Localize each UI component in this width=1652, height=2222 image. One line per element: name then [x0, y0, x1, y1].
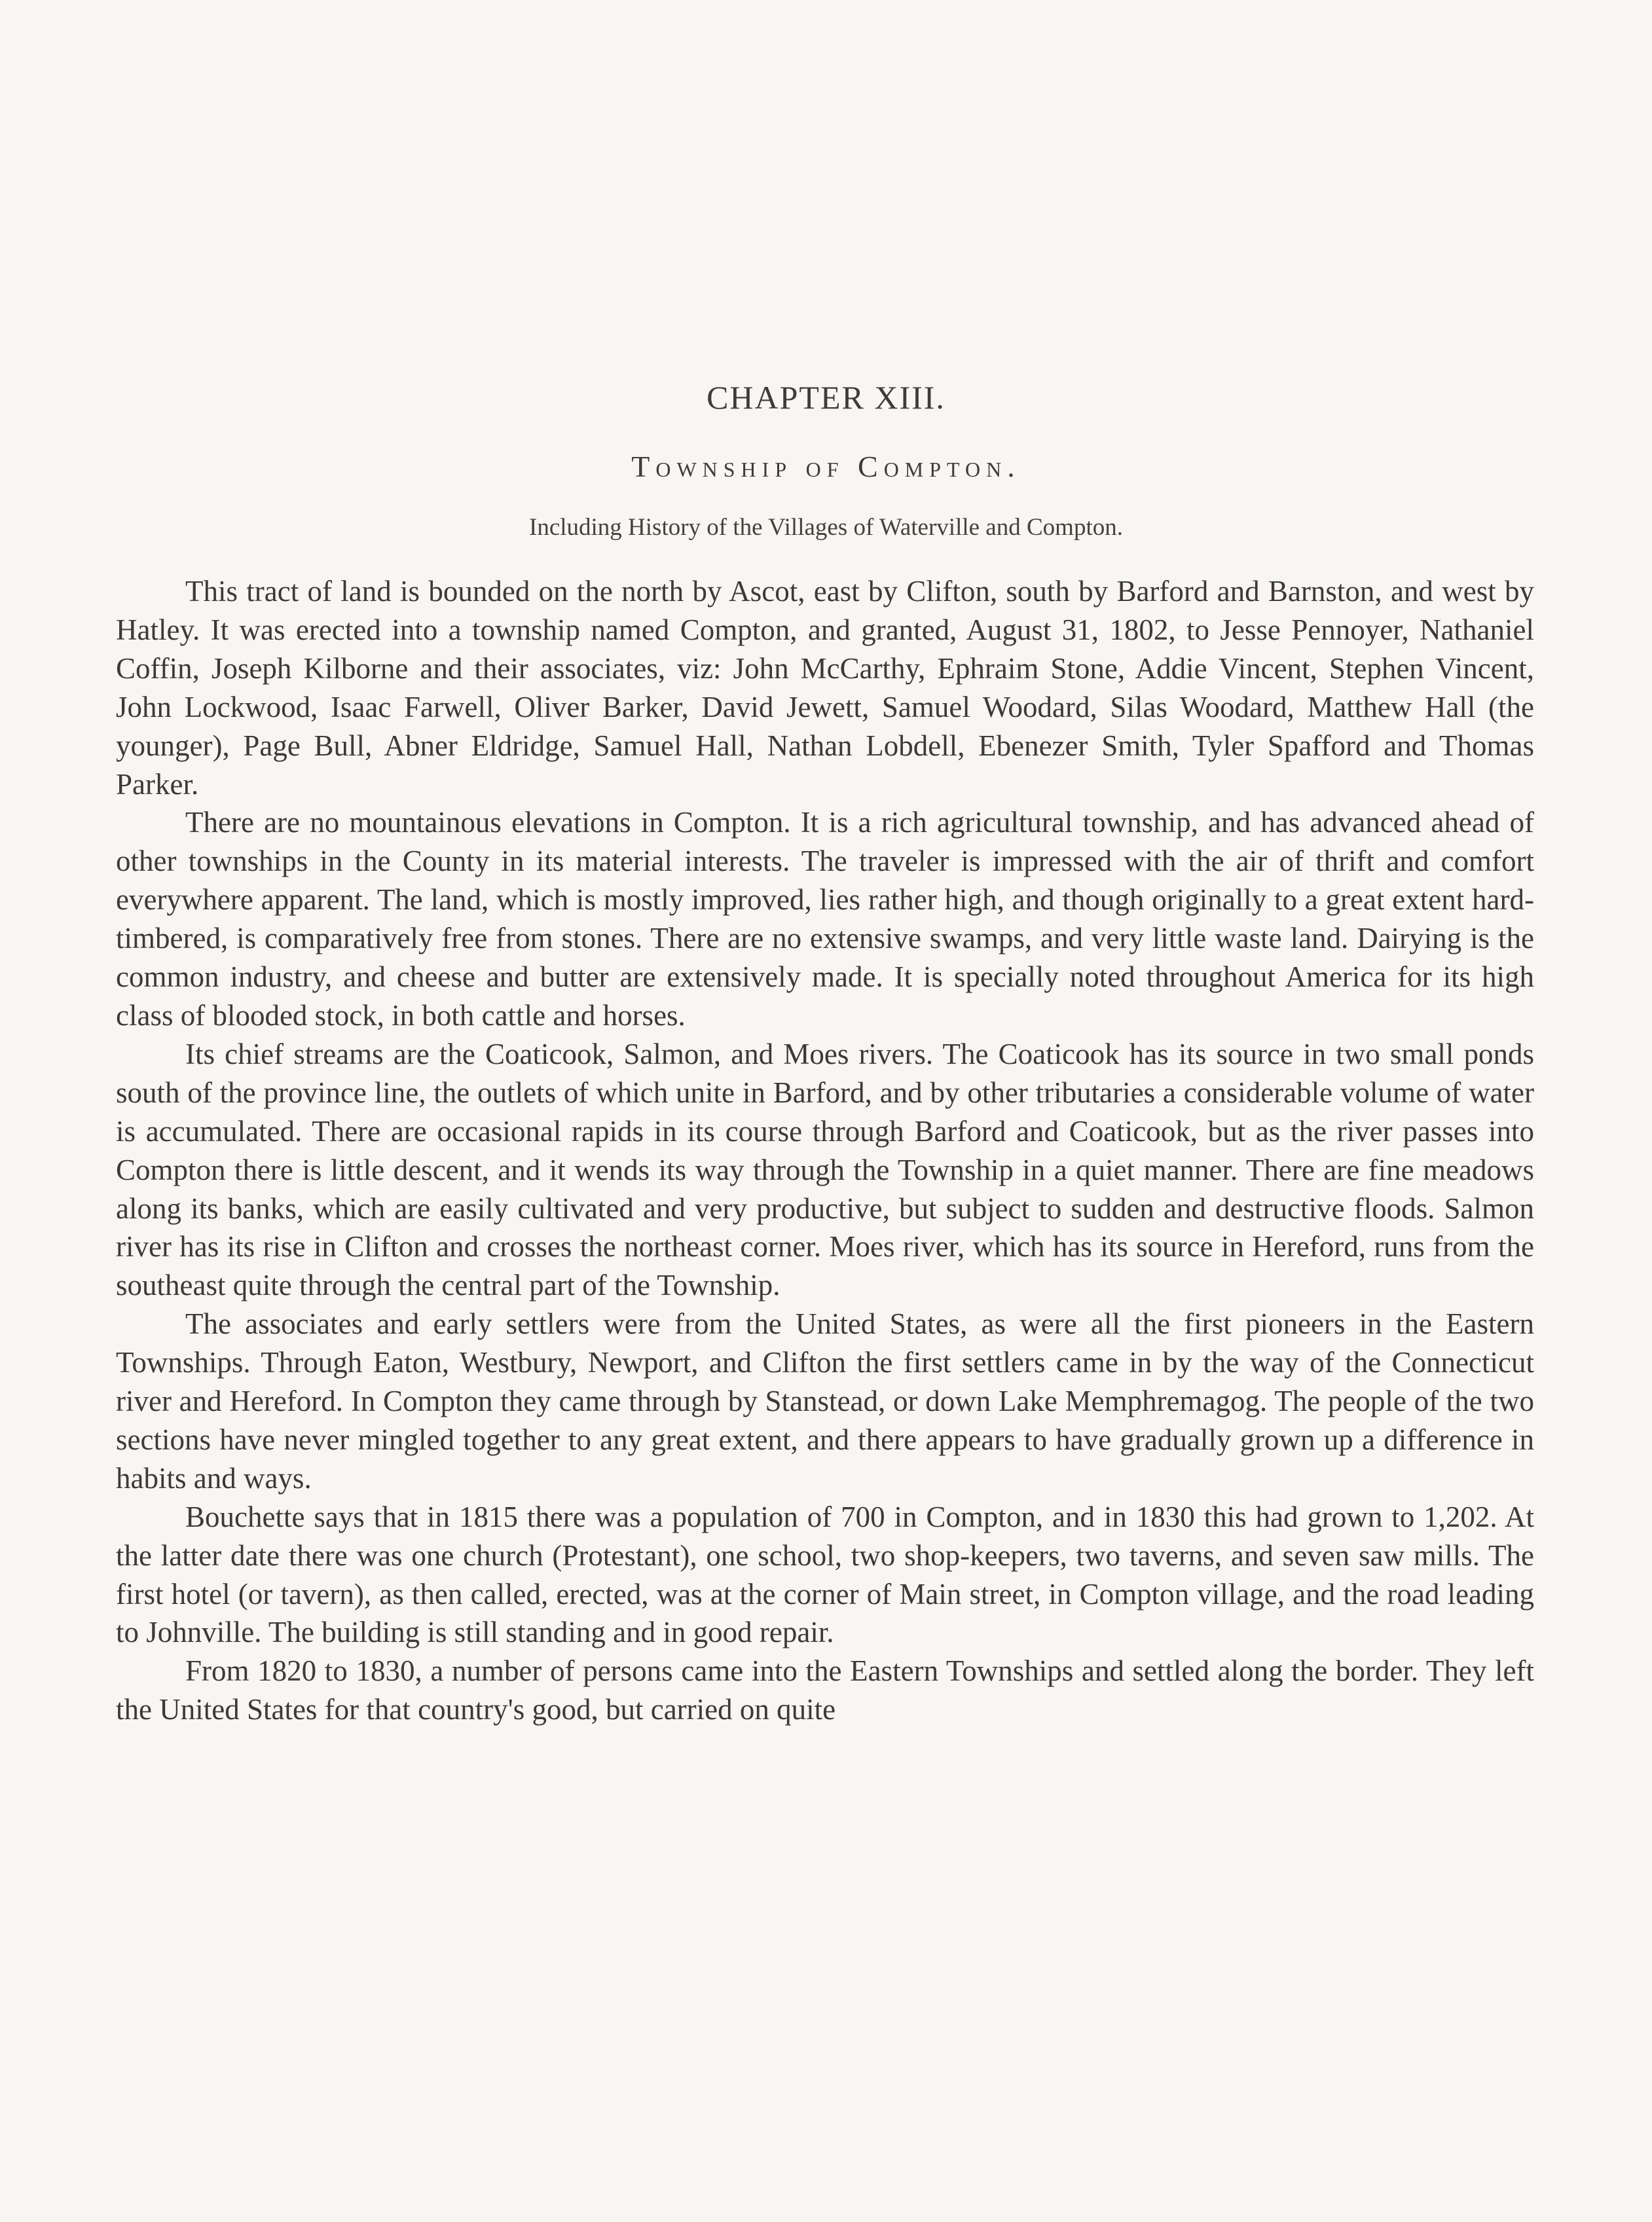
- paragraph: Its chief streams are the Coaticook, Salmon, and Moes rivers. The Coaticook has its source in two small ponds south of the province line, the outlets of which unite in Barford, and by other tributaries a considerable volume of water is accumulated. There are occasional rapids in its course through Barford and Coaticook, but as the river passes into Compton there is little descent, and it wends its way through the Township in a quiet manner. There are fine meadows along its banks, which are easily cultivated and very productive, but subject to sudden and destructive floods. Salmon river has its rise in Clifton and crosses the northeast corner. Moes river, which has its source in Hereford, runs from the southeast quite through the central part of the Township.: [116, 1037, 1534, 1302]
- chapter-subtitle: Including History of the Villages of Waterville and Compton.: [529, 514, 1123, 541]
- chapter-title: Township of Compton.: [631, 450, 1021, 483]
- paragraph: Bouchette says that in 1815 there was a population of 700 in Compton, and in 1830 this had grown to 1,202. At the latter date there was one church (Protestant), one school, two shop-keepers, two taverns, and seven saw mills. The first hotel (or tavern), as then called, erected, was at the corner of Main street, in Compton village, and the road leading to Johnville. The building is still standing and in good repair.: [116, 1500, 1534, 1649]
- paragraph: From 1820 to 1830, a number of persons came into the Eastern Townships and settled along the border. They left the United States for that country's good, but carried on quite: [116, 1654, 1534, 1726]
- paragraph: The associates and early settlers were from the United States, as were all the first pioneers in the Eastern Townships. Through Eaton, Westbury, Newport, and Clifton the first settlers came in by the way of the Connecticut river and Hereford. In Compton they came through by Stanstead, or down Lake Memphremagog. The people of the two sections have never mingled together to any great extent, and there appears to have gradually grown up a difference in habits and ways.: [116, 1307, 1534, 1495]
- paragraph: There are no mountainous elevations in Compton. It is a rich agricultural township, and has advanced ahead of other townships in the County in its material interests. The traveler is impressed with the air of thrift and comfort everywhere apparent. The land, which is mostly improved, lies rather high, and though originally to a great extent hard-timbered, is comparatively free from stones. There are no extensive swamps, and very little waste land. Dairying is the common industry, and cheese and butter are extensively made. It is specially noted throughout America for its high class of blooded stock, in both cattle and horses.: [116, 806, 1534, 1032]
- paragraph: This tract of land is bounded on the north by Ascot, east by Clifton, south by Barford and Barnston, and west by Hatley. It was erected into a township named Compton, and granted, August 31, 1802, to Jesse Pennoyer, Nathaniel Coffin, Joseph Kilborne and their associates, viz: John McCarthy, Ephraim Stone, Addie Vincent, Stephen Vincent, John Lockwood, Isaac Farwell, Oliver Barker, David Jewett, Samuel Woodard, Silas Woodard, Matthew Hall (the younger), Page Bull, Abner Eldridge, Samuel Hall, Nathan Lobdell, Ebenezer Smith, Tyler Spafford and Thomas Parker.: [116, 575, 1534, 801]
- chapter-heading: CHAPTER XIII.: [707, 379, 945, 416]
- body-text: [116, 572, 1534, 1729]
